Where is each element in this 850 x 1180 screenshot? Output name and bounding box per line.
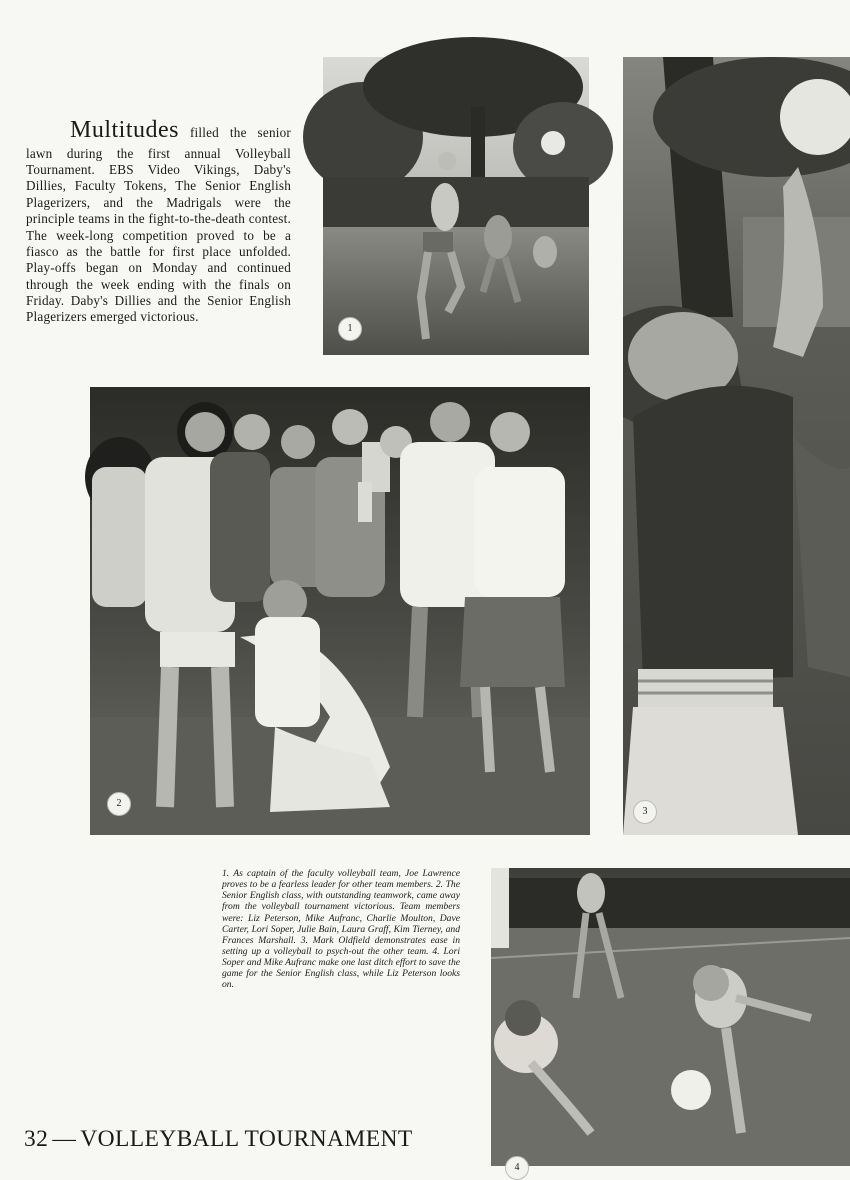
photo-4-illustration bbox=[491, 868, 850, 1166]
page-number: 32 bbox=[24, 1126, 49, 1152]
photo-3-number-badge: 3 bbox=[633, 800, 657, 824]
photo-4-number-badge: 4 bbox=[505, 1156, 529, 1180]
photo-1-illustration bbox=[323, 57, 589, 355]
footer-separator: — bbox=[52, 1126, 77, 1152]
photo-1-number-badge: 1 bbox=[338, 317, 362, 341]
photo-captions: 1. As captain of the faculty volleyball team, Joe Lawrence proves to be a fearless leader for other team members. 2. The Senior English class, with outstanding teamwork, came away from the volleyball tournament victorious. Team members were: Liz Peterson, Mike Aufranc, Charlie Moulton, Dave Carter, Lori Soper, Julie Bain, Laura Graff, Kim Tierney, and Frances Marshall. 3. Mark Oldfield demonstrates ease in setting up a volleyball to psych-out the other team. 4. Lori Soper and Mike Aufranc make one last ditch effort to save the game for the Senior English class, while Liz Peterson looks on. bbox=[222, 868, 460, 991]
photo-1-faculty-captain bbox=[323, 57, 589, 355]
photo-4-last-ditch-effort bbox=[491, 868, 850, 1173]
section-title: VOLLEYBALL TOURNAMENT bbox=[80, 1126, 413, 1152]
lead-word: Multitudes bbox=[70, 117, 180, 143]
photo-2-senior-english-team bbox=[90, 387, 590, 835]
photo-2-number-badge: 2 bbox=[107, 792, 131, 816]
photo-3-setting-volleyball bbox=[623, 57, 850, 835]
photo-3-illustration bbox=[623, 57, 850, 835]
intro-body-text: filled the senior lawn during the first annual Volleyball Tournament. EBS Video Vikings, Daby's Dillies, Faculty Tokens, The Senior English Plagerizers, and the Madrigals were the principle teams in the fight-to-the-death contest. The week-long competition proved to be a fiasco as the battle for first place unfolded. Play-offs began on Monday and continued through the week ending with the finals on Friday. Daby's Dillies and the Senior English Plagerizers emerged victorious. bbox=[26, 125, 291, 325]
photo-2-illustration bbox=[90, 387, 590, 835]
intro-paragraph bbox=[26, 116, 291, 326]
page-footer bbox=[24, 1126, 413, 1153]
